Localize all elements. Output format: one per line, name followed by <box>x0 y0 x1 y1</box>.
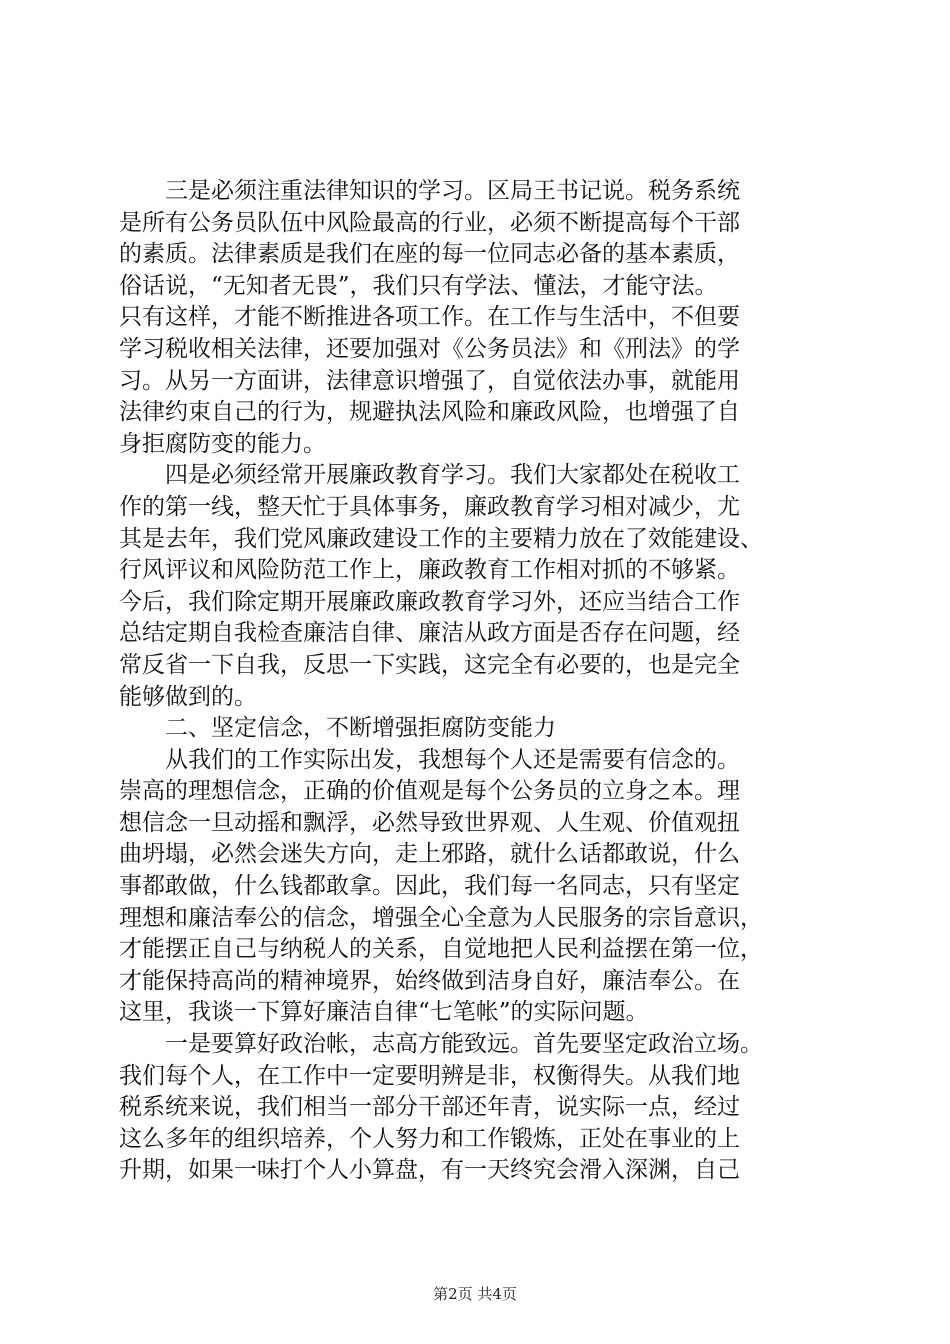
text-line: 才能摆正自己与纳税人的关系，自觉地把人民利益摆在第一位， <box>119 936 763 963</box>
text-line: 从我们的工作实际出发，我想每个人还是需要有信念的。 <box>119 746 740 773</box>
text-line: 升期，如果一味打个人小算盘，有一天终究会滑入深渊，自己 <box>119 1157 740 1184</box>
text-line: 事都敢做，什么钱都敢拿。因此，我们每一名同志，只有坚定 <box>119 873 740 900</box>
text-line: 三是必须注重法律知识的学习。区局王书记说。税务系统 <box>119 178 740 204</box>
document-body <box>119 176 839 1187</box>
page-number: 第2页 共4页 <box>433 1285 517 1303</box>
text-line: 崇高的理想信念，正确的价值观是每个公务员的立身之本。理 <box>119 778 740 805</box>
text-line: 是所有公务员队伍中风险最高的行业，必须不断提高每个干部 <box>119 209 740 236</box>
text-line: 习。从另一方面讲，法律意识增强了，自觉依法办事，就能用 <box>119 367 740 394</box>
text-line: 这里，我谈一下算好廉洁自律“七笔帐”的实际问题。 <box>119 999 649 1026</box>
text-line: 我们每个人，在工作中一定要明辨是非，权衡得失。从我们地 <box>119 1062 740 1089</box>
text-line: 一是要算好政治帐，志高方能致远。首先要坚定政治立场。 <box>119 1031 763 1058</box>
text-line: 学习税收相关法律，还要加强对《公务员法》和《刑法》的学 <box>119 335 740 362</box>
section-heading: 二、坚定信念，不断增强拒腐防变能力 <box>119 715 556 742</box>
text-line: 能够做到的。 <box>119 683 257 710</box>
text-line: 理想和廉洁奉公的信念，增强全心全意为人民服务的宗旨意识， <box>119 904 763 931</box>
text-line: 常反省一下自我，反思一下实践，这完全有必要的，也是完全 <box>119 651 740 678</box>
text-line: 今后，我们除定期开展廉政廉政教育学习外，还应当结合工作 <box>119 588 740 615</box>
text-line: 法律约束自己的行为，规避执法风险和廉政风险，也增强了自 <box>119 399 740 426</box>
text-line: 总结定期自我检查廉洁自律、廉洁从政方面是否存在问题，经 <box>119 620 740 647</box>
text-line: 税系统来说，我们相当一部分干部还年青，说实际一点，经过 <box>119 1094 740 1121</box>
text-line: 作的第一线，整天忙于具体事务，廉政教育学习相对减少，尤 <box>119 493 740 520</box>
text-line: 行风评议和风险防范工作上，廉政教育工作相对抓的不够紧。 <box>119 557 740 584</box>
text-line: 四是必须经常开展廉政教育学习。我们大家都处在税收工 <box>119 462 740 489</box>
text-line: 曲坍塌，必然会迷失方向，走上邪路，就什么话都敢说，什么 <box>119 841 740 868</box>
text-line: 的素质。法律素质是我们在座的每一位同志必备的基本素质， <box>119 241 740 268</box>
text-line: 身拒腐防变的能力。 <box>119 430 326 457</box>
text-line: 这么多年的组织培养，个人努力和工作锻炼，正处在事业的上 <box>119 1125 740 1152</box>
text-line: 其是去年，我们党风廉政建设工作的主要精力放在了效能建设、 <box>119 525 763 552</box>
text-line: 俗话说，“无知者无畏”，我们只有学法、懂法，才能守法。 <box>119 272 718 299</box>
text-line: 想信念一旦动摇和飘浮，必然导致世界观、人生观、价值观扭 <box>119 809 740 836</box>
text-line: 只有这样，才能不断推进各项工作。在工作与生活中，不但要 <box>119 304 740 331</box>
page-footer <box>0 1284 950 1304</box>
text-line: 才能保持高尚的精神境界，始终做到洁身自好，廉洁奉公。在 <box>119 967 740 994</box>
